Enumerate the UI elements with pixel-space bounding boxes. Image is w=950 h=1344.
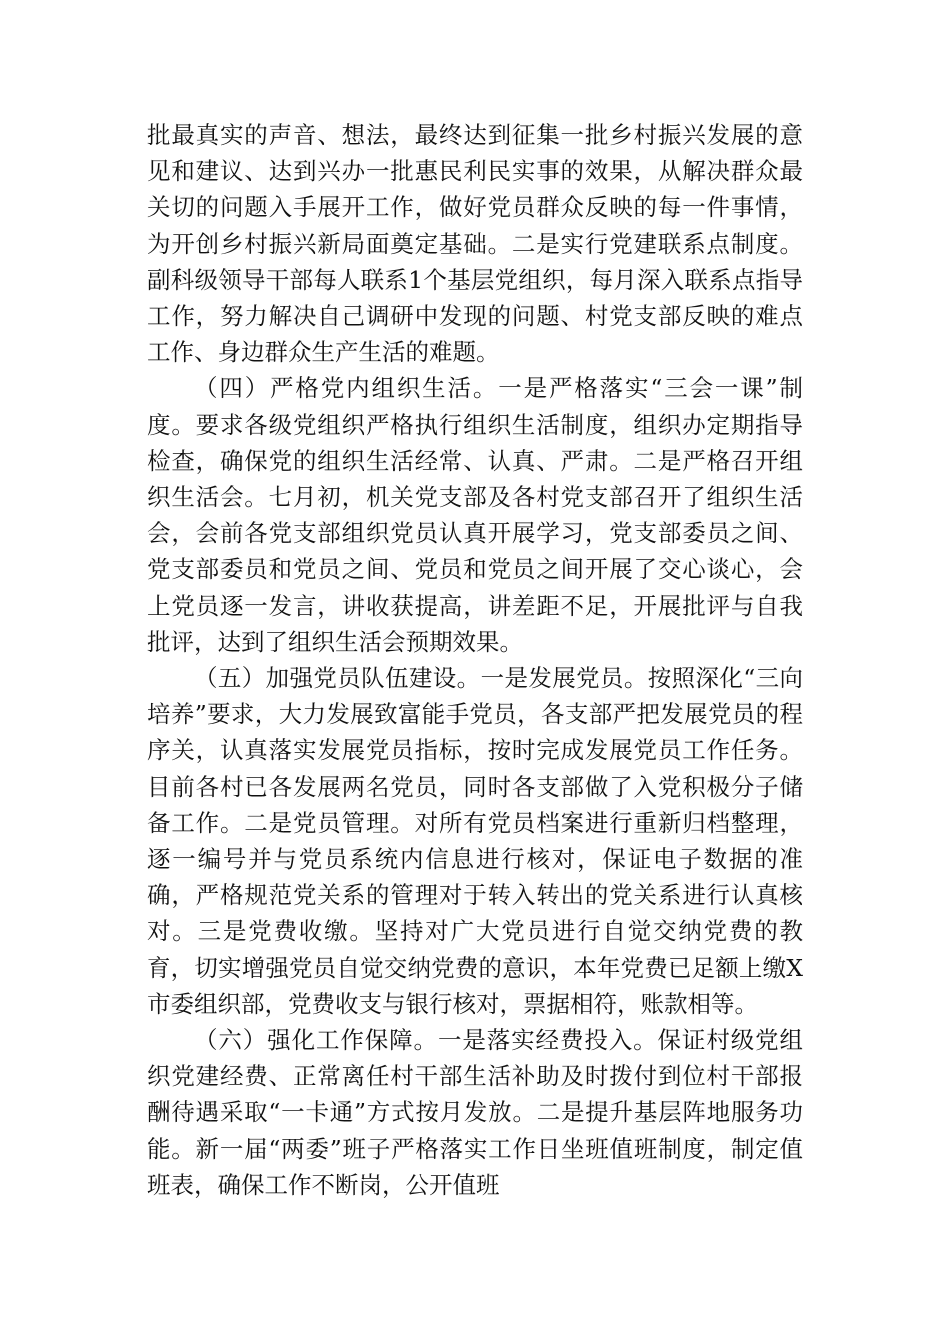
paragraph-4-heading: （六）强化工作保障。 bbox=[194, 1026, 438, 1055]
paragraph-1-text: 批最真实的声音、想法，最终达到征集一批乡村振兴发展的意见和建议、达到兴办一批惠民利民实事的效果，从解决群众最关切的问题入手展开工作，做好党员群众反映的每一件事情，为开创乡村振兴新局面奠定基础。二是实行党建联系点制度。副科级领导干部每人联系1个基层党组织，每月深入联系点指导工作，努力解决自己调研中发现的问题、村党支部反映的难点工作、身边群众生产生活的难题。 bbox=[147, 121, 803, 367]
paragraph-3-text: 一是发展党员。按照深化“三向培养”要求，大力发展致富能手党员，各支部严把发展党员的程序关，认真落实发展党员指标，按时完成发展党员工作任务。目前各村已各发展两名党员，同时各支部做了入党积极分子储备工作。二是党员管理。对所有党员档案进行重新归档整理，逐一编号并与党员系统内信息进行核对，保证电子数据的准确，严格规范党关系的管理对于转入转出的党关系进行认真核对。三是党费收缴。坚持对广大党员进行自觉交纳党费的教育，切实增强党员自觉交纳党费的意识，本年党费已足额上缴X市委组织部，党费收支与银行核对，票据相符，账款相等。 bbox=[147, 664, 804, 1018]
paragraph-4-text: 一是落实经费投入。保证村级党组织党建经费、正常离任村干部生活补助及时拨付到位村干部报酬待遇采取“一卡通”方式按月发放。二是提升基层阵地服务功能。新一届“两委”班子严格落实工作日坐班值班制度，制定值班表，确保工作不断岗，公开值班 bbox=[147, 1026, 804, 1199]
document-page bbox=[147, 117, 803, 1203]
paragraph-3-heading: （五）加强党员队伍建设。 bbox=[194, 664, 481, 693]
paragraph-2-text: 一是严格落实“三会一课”制度。要求各级党组织严格执行组织生活制度，组织办定期指导检查，确保党的组织生活经常、认真、严肃。二是严格召开组织生活会。七月初，机关党支部及各村党支部召开了组织生活会，会前各党支部组织党员认真开展学习，党支部委员之间、党支部委员和党员之间、党员和党员之间开展了交心谈心，会上党员逐一发言，讲收获提高，讲差距不足，开展批评与自我批评，达到了组织生活会预期效果。 bbox=[147, 374, 803, 656]
paragraph-3 bbox=[147, 660, 803, 1022]
paragraph-1 bbox=[147, 117, 803, 370]
paragraph-2-heading: （四）严格党内组织生活。 bbox=[194, 374, 499, 403]
paragraph-2 bbox=[147, 370, 803, 660]
paragraph-4 bbox=[147, 1022, 803, 1203]
